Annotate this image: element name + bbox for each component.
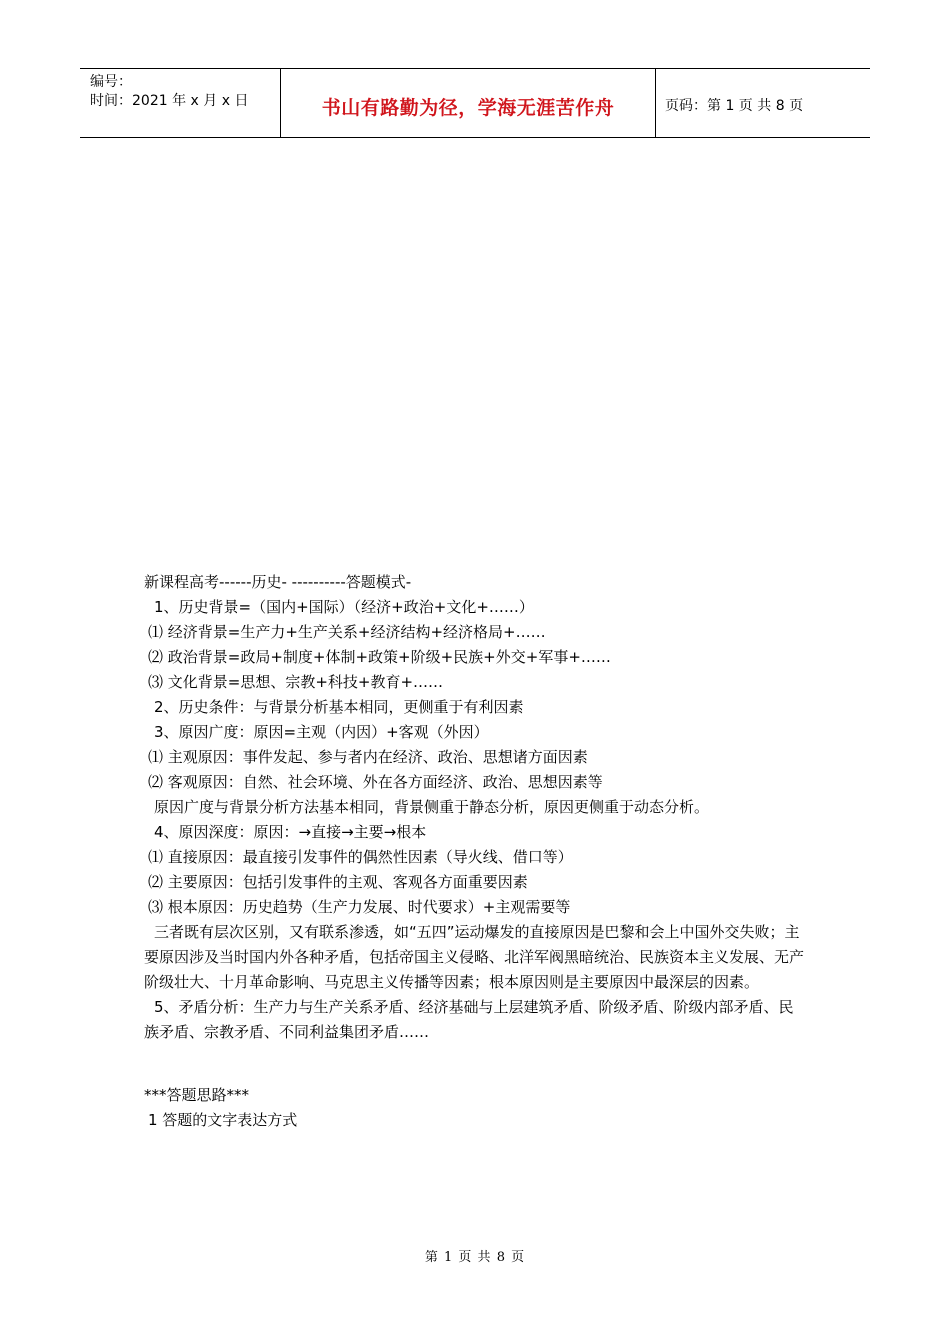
body-line: ⑴ 经济背景=生产力+生产关系+经济结构+经济格局+……	[148, 623, 546, 641]
body-line: 原因广度与背景分析方法基本相同，背景侧重于静态分析，原因更侧重于动态分析。	[154, 798, 710, 816]
header-meta-cell	[80, 69, 280, 137]
section-title: ***答题思路***	[144, 1086, 250, 1104]
date-label: 时间：2021 年 x 月 x 日	[90, 93, 249, 109]
body-line: ⑵ 主要原因：包括引发事件的主观、客观各方面重要因素	[148, 873, 528, 891]
spacer	[144, 1045, 804, 1083]
body-line: 2、历史条件：与背景分析基本相同，更侧重于有利因素	[154, 698, 524, 716]
document-body	[144, 570, 804, 1133]
header-motto: 书山有路勤为径，学海无涯苦作舟	[321, 97, 615, 119]
body-line: 1、历史背景=（国内+国际）（经济+政治+文化+……）	[154, 598, 534, 616]
body-line: ⑶ 根本原因：历史趋势（生产力发展、时代要求）+主观需要等	[148, 898, 571, 916]
header-page-info: 页码：第 1 页 共 8 页	[665, 98, 804, 114]
body-paragraph: 三者既有层次区别，又有联系渗透，如“五四”运动爆发的直接原因是巴黎和会上中国外交失败；主要原因涉及当时国内外各种矛盾，包括帝国主义侵略、北洋军阀黑暗统治、民族资本主义发展、无产阶级壮大、十月革命影响、马克思主义传播等因素；根本原因则是主要原因中最深层的因素。	[144, 923, 805, 991]
body-paragraph: 5、矛盾分析：生产力与生产关系矛盾、经济基础与上层建筑矛盾、阶级矛盾、阶级内部矛盾、民族矛盾、宗教矛盾、不同利益集团矛盾……	[144, 998, 794, 1041]
header-page-cell	[655, 69, 870, 137]
body-line: ⑵ 客观原因：自然、社会环境、外在各方面经济、政治、思想因素等	[148, 773, 603, 791]
body-line: ⑴ 直接原因：最直接引发事件的偶然性因素（导火线、借口等）	[148, 848, 573, 866]
serial-label: 编号：	[90, 74, 132, 90]
body-line: ⑴ 主观原因：事件发起、参与者内在经济、政治、思想诸方面因素	[148, 748, 588, 766]
page-header	[80, 68, 870, 138]
page-footer: 第 1 页 共 8 页	[424, 1250, 526, 1265]
document-title: 新课程高考------历史- ----------答题模式-	[144, 573, 412, 591]
body-line: ⑵ 政治背景=政局+制度+体制+政策+阶级+民族+外交+军事+……	[148, 648, 611, 666]
body-line: 3、原因广度：原因=主观（内因）+客观（外因）	[154, 723, 489, 741]
body-line: 4、原因深度：原因：→直接→主要→根本	[154, 823, 427, 841]
section-item: 1 答题的文字表达方式	[148, 1111, 298, 1129]
body-line: ⑶ 文化背景=思想、宗教+科技+教育+……	[148, 673, 444, 691]
header-motto-cell	[280, 69, 656, 137]
